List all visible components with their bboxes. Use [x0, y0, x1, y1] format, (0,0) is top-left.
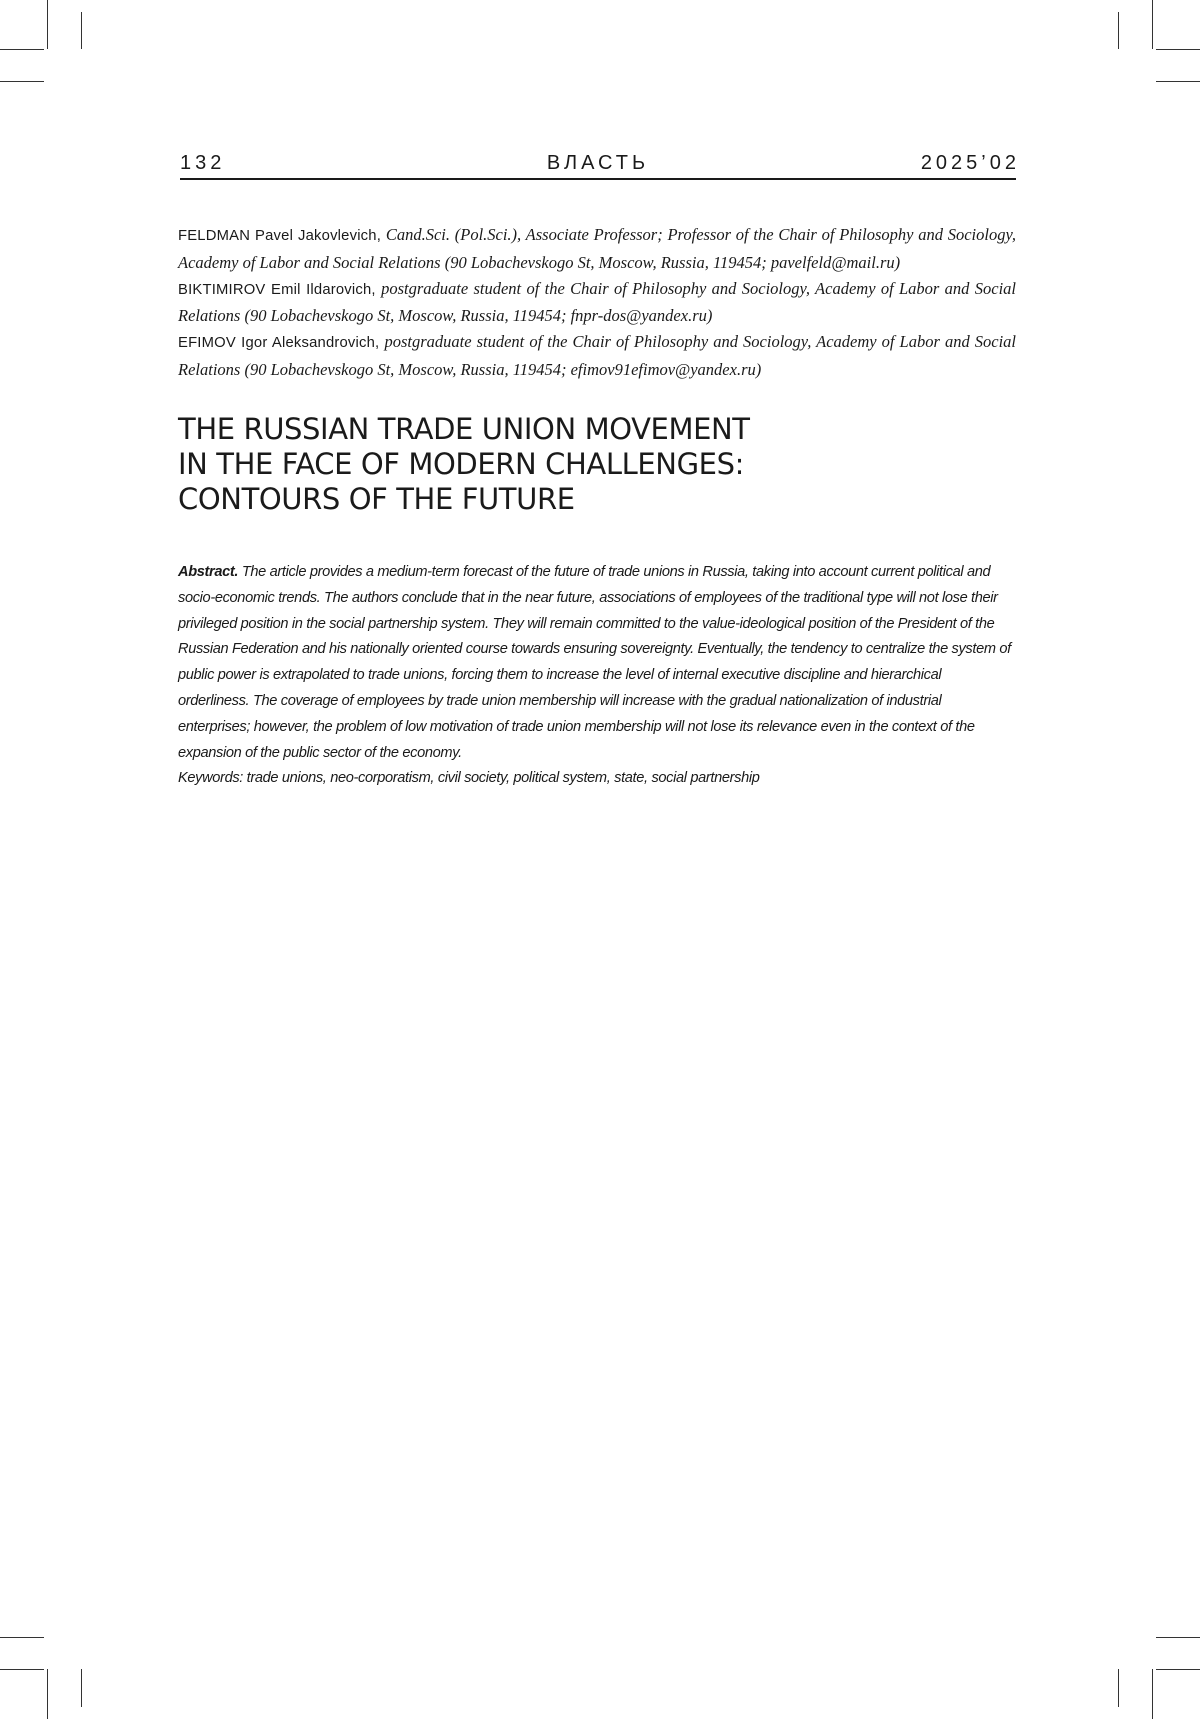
crop-mark	[1156, 1669, 1200, 1670]
issue-number: 2025’02	[920, 152, 1020, 174]
abstract	[178, 560, 1016, 792]
crop-mark	[1156, 1637, 1200, 1638]
crop-mark	[0, 49, 44, 50]
crop-mark	[1156, 49, 1200, 50]
abstract-text: The article provides a medium-term forecast of the future of trade unions in Russia, taking into account current political and socio-economic trends. The authors conclude that in the near future, associations of employees of the traditional type will not lose their privileged position in the social partnership system. They will remain committed to the value-ideological position of the President of the Russian Federation and his nationally oriented course towards ensuring sovereignty. Eventually, the tendency to centralize the system of public power is extrapolated to trade unions, forcing them to increase the level of internal executive discipline and hierarchical orderliness. The coverage of employees by trade union membership will increase with the gradual nationalization of industrial enterprises; however, the problem of low motivation of trade union membership will not lose its relevance even in the context of the expansion of the public sector of the economy.	[178, 564, 1011, 761]
keywords: Keywords: trade unions, neo-corporatism, civil society, political system, state, social partnership	[178, 770, 760, 787]
crop-mark	[1152, 0, 1153, 49]
author-details: postgraduate student of the Chair of Philosophy and Sociology, Academy of Labor and Social Relations (90 Lobachevskogo St, Moscow, Russia, 119454; efimov91efimov@yandex.ru)	[178, 332, 1017, 379]
author-info	[178, 222, 1016, 383]
author-name: EFIMOV Igor Aleksandrovich,	[178, 335, 380, 352]
author-entry	[178, 222, 1016, 276]
title-line: THE RUSSIAN TRADE UNION MOVEMENT	[178, 412, 750, 446]
article-title	[178, 412, 998, 517]
author-name: FELDMAN Pavel Jakovlevich,	[178, 228, 382, 244]
author-name: BIKTIMIROV Emil Ildarovich,	[178, 281, 376, 298]
crop-mark	[0, 81, 44, 82]
crop-mark	[47, 1669, 48, 1719]
crop-mark	[47, 0, 48, 49]
crop-mark	[1118, 1669, 1119, 1707]
author-details: Cand.Sci. (Pol.Sci.), Associate Professor; Professor of the Chair of Philosophy and Sociology, Academy of Labor and Social Relations (90 Lobachevskogo St, Moscow, Russia, 119454; pavelfeld@mail.ru)	[178, 225, 1017, 272]
author-entry	[178, 329, 1016, 383]
crop-mark	[1156, 81, 1200, 82]
author-details: postgraduate student of the Chair of Philosophy and Sociology, Academy of Labor and Social Relations (90 Lobachevskogo St, Moscow, Russia, 119454; fnpr-dos@yandex.ru)	[178, 278, 1016, 326]
page-number: 132	[180, 152, 226, 174]
crop-mark	[1118, 12, 1119, 49]
abstract-label: Abstract.	[178, 564, 239, 580]
crop-mark	[0, 1637, 44, 1638]
title-line: CONTOURS OF THE FUTURE	[178, 482, 575, 516]
crop-mark	[81, 1669, 82, 1707]
crop-mark	[1152, 1669, 1153, 1719]
title-line: IN THE FACE OF MODERN CHALLENGES:	[178, 447, 744, 481]
crop-mark	[0, 1669, 44, 1670]
journal-name: ВЛАСТЬ	[546, 152, 650, 174]
running-head	[180, 150, 1020, 180]
crop-mark	[81, 12, 82, 49]
author-entry	[178, 276, 1016, 330]
